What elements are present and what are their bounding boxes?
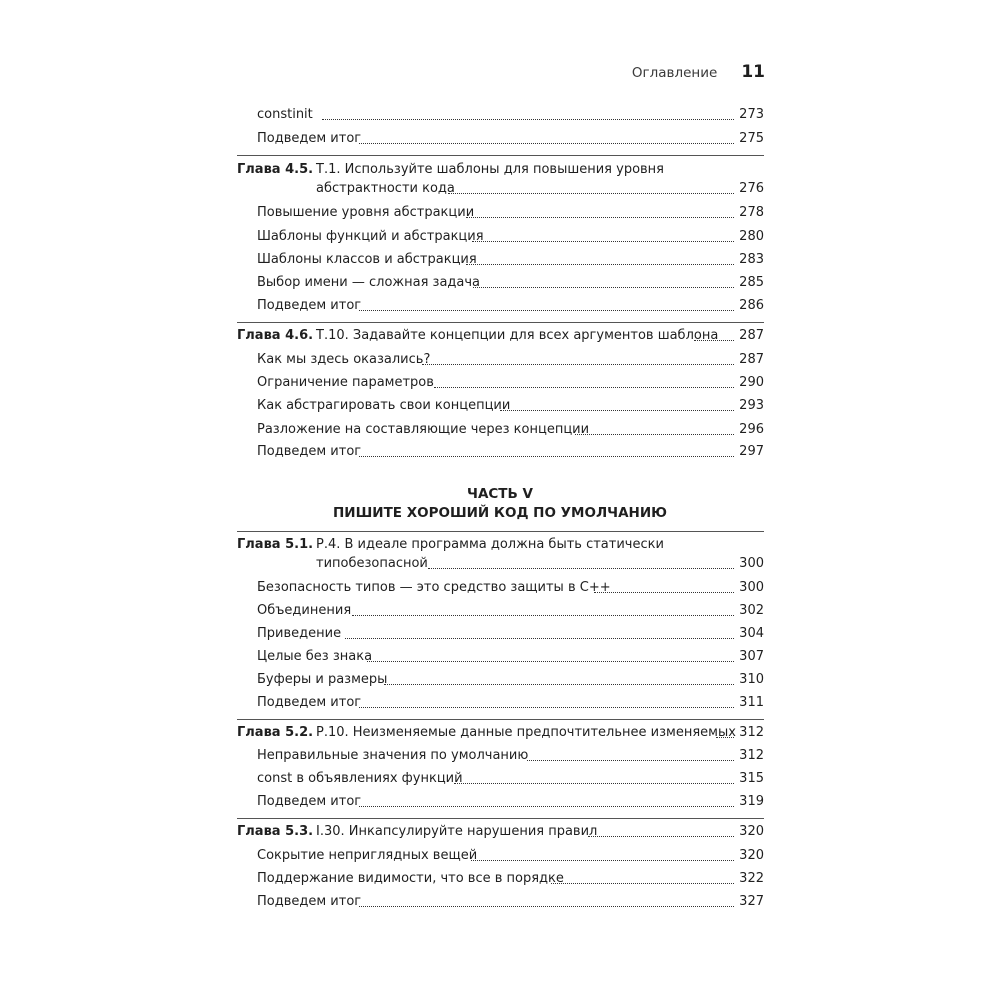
toc-entry-title: Повышение уровня абстракции bbox=[257, 205, 475, 220]
toc-entry bbox=[0, 646, 1000, 668]
chapter-label: Глава 5.1. bbox=[237, 537, 314, 552]
chapter-heading bbox=[0, 821, 1000, 843]
toc-entry-title: Буферы и размеры bbox=[257, 672, 388, 687]
toc-entry-page: 319 bbox=[739, 794, 764, 809]
dot-leader bbox=[694, 325, 734, 347]
section-divider bbox=[237, 322, 764, 323]
chapter-title: Р.10. Неизменяемые данные предпочтительнее изменяемых bbox=[316, 725, 736, 740]
dot-leader bbox=[367, 646, 734, 668]
toc-entry bbox=[0, 295, 1000, 317]
toc-entry-title: Сокрытие неприглядных вещей bbox=[257, 848, 478, 863]
chapter-title: Т.10. Задавайте концепции для всех аргументов шаблона bbox=[316, 328, 719, 343]
header-page-number: 11 bbox=[741, 62, 765, 82]
toc-entry-title: Ограничение параметров bbox=[257, 375, 434, 390]
toc-entry bbox=[0, 891, 1000, 913]
dot-leader bbox=[551, 868, 734, 890]
toc-entry bbox=[0, 791, 1000, 813]
toc-entry bbox=[0, 372, 1000, 394]
dot-leader bbox=[472, 226, 734, 248]
toc-entry-title: Выбор имени — сложная задача bbox=[257, 275, 481, 290]
toc-entry bbox=[0, 745, 1000, 767]
toc-entry-page: 278 bbox=[739, 205, 764, 220]
chapter-title: I.30. Инкапсулируйте нарушения правил bbox=[316, 824, 598, 839]
toc-entry-page: 312 bbox=[739, 748, 764, 763]
section-divider bbox=[237, 719, 764, 720]
toc-entry bbox=[0, 441, 1000, 463]
dot-leader bbox=[716, 722, 734, 744]
header-section-title: Оглавление bbox=[631, 65, 718, 81]
toc-entry-title: Шаблоны классов и абстракция bbox=[257, 252, 477, 267]
dot-leader bbox=[359, 791, 734, 813]
dot-leader bbox=[359, 441, 734, 463]
toc-entry-page: 327 bbox=[739, 894, 764, 909]
toc-entry-title: Безопасность типов — это средство защиты в C++ bbox=[257, 580, 611, 595]
chapter-label: Глава 4.5. bbox=[237, 162, 314, 177]
toc-entry-page: 273 bbox=[739, 107, 764, 122]
toc-entry-title: Объединения bbox=[257, 603, 352, 618]
toc-entry-title: Как мы здесь оказались? bbox=[257, 352, 431, 367]
dot-leader bbox=[500, 395, 734, 417]
dot-leader bbox=[473, 272, 734, 294]
toc-entry-page: 322 bbox=[739, 871, 764, 886]
chapter-label: Глава 5.2. bbox=[237, 725, 314, 740]
chapter-page: 320 bbox=[739, 824, 764, 839]
chapter-heading bbox=[0, 722, 1000, 744]
toc-entry-title: Подведем итог bbox=[257, 695, 362, 710]
toc-entry-title: Как абстрагировать свои концепции bbox=[257, 398, 511, 413]
dot-leader bbox=[454, 768, 734, 790]
toc-entry-title: Разложение на составляющие через концепции bbox=[257, 422, 590, 437]
dot-leader bbox=[588, 821, 734, 843]
toc-entry-page: 283 bbox=[739, 252, 764, 267]
section-divider bbox=[237, 818, 764, 819]
dot-leader bbox=[322, 104, 734, 126]
toc-entry bbox=[0, 669, 1000, 691]
part-title: ПИШИТЕ ХОРОШИЙ КОД ПО УМОЛЧАНИЮ bbox=[333, 505, 667, 521]
toc-entry bbox=[0, 768, 1000, 790]
toc-entry bbox=[0, 202, 1000, 224]
chapter-page: 276 bbox=[739, 181, 764, 196]
toc-entry bbox=[0, 623, 1000, 645]
toc-entry-page: 320 bbox=[739, 848, 764, 863]
toc-entry bbox=[0, 395, 1000, 417]
chapter-label: Глава 4.6. bbox=[237, 328, 314, 343]
toc-entry-title: Подведем итог bbox=[257, 794, 362, 809]
dot-leader bbox=[422, 349, 734, 371]
toc-entry bbox=[0, 577, 1000, 599]
toc-entry-title: const в объявлениях функций bbox=[257, 771, 463, 786]
dot-leader bbox=[471, 845, 734, 867]
toc-entry-title: Подведем итог bbox=[257, 298, 362, 313]
toc-entry bbox=[0, 272, 1000, 294]
toc-entry-title: Приведение bbox=[257, 626, 342, 641]
toc-entry-page: 297 bbox=[739, 444, 764, 459]
chapter-heading bbox=[0, 325, 1000, 347]
section-divider bbox=[237, 531, 764, 532]
toc-entry-title: Неправильные значения по умолчанию bbox=[257, 748, 529, 763]
dot-leader bbox=[359, 295, 734, 317]
section-divider bbox=[237, 155, 764, 156]
toc-entry-page: 286 bbox=[739, 298, 764, 313]
toc-entry-title: Подведем итог bbox=[257, 131, 362, 146]
running-header bbox=[610, 62, 765, 88]
toc-entry bbox=[0, 868, 1000, 890]
dot-leader bbox=[352, 600, 734, 622]
chapter-heading-continued bbox=[0, 553, 1000, 575]
chapter-page: 300 bbox=[739, 556, 764, 571]
toc-entry-page: 304 bbox=[739, 626, 764, 641]
toc-entry-page: 287 bbox=[739, 352, 764, 367]
dot-leader bbox=[575, 419, 734, 441]
dot-leader bbox=[434, 372, 734, 394]
toc-entry-page: 307 bbox=[739, 649, 764, 664]
dot-leader bbox=[448, 178, 734, 200]
dot-leader bbox=[466, 249, 734, 271]
toc-entry bbox=[0, 226, 1000, 248]
toc-entry-page: 296 bbox=[739, 422, 764, 437]
toc-entry-page: 280 bbox=[739, 229, 764, 244]
chapter-title: Т.1. Используйте шаблоны для повышения уровня bbox=[316, 162, 665, 177]
toc-entry-title: Целые без знака bbox=[257, 649, 373, 664]
toc-entry-title: Шаблоны функций и абстракция bbox=[257, 229, 484, 244]
chapter-page: 312 bbox=[739, 725, 764, 740]
toc-entry bbox=[0, 104, 1000, 126]
toc-entry-title: Подведем итог bbox=[257, 894, 362, 909]
toc-entry bbox=[0, 692, 1000, 714]
chapter-label: Глава 5.3. bbox=[237, 824, 314, 839]
chapter-title: Р.4. В идеале программа должна быть статически bbox=[316, 537, 664, 552]
toc-entry-page: 290 bbox=[739, 375, 764, 390]
dot-leader bbox=[466, 202, 734, 224]
toc-entry bbox=[0, 249, 1000, 271]
chapter-page: 287 bbox=[739, 328, 764, 343]
toc-entry-page: 302 bbox=[739, 603, 764, 618]
toc-entry-title: Подведем итог bbox=[257, 444, 362, 459]
toc-entry-page: 311 bbox=[739, 695, 764, 710]
toc-entry bbox=[0, 128, 1000, 150]
dot-leader bbox=[428, 553, 734, 575]
toc-entry-page: 275 bbox=[739, 131, 764, 146]
chapter-title-line2: типобезопасной bbox=[316, 556, 428, 571]
dot-leader bbox=[384, 669, 734, 691]
part-label: ЧАСТЬ V bbox=[467, 486, 533, 502]
toc-entry-page: 315 bbox=[739, 771, 764, 786]
dot-leader bbox=[359, 891, 734, 913]
toc-entry bbox=[0, 349, 1000, 371]
toc-entry bbox=[0, 419, 1000, 441]
dot-leader bbox=[359, 128, 734, 150]
dot-leader bbox=[527, 745, 734, 767]
toc-entry-page: 285 bbox=[739, 275, 764, 290]
toc-entry-page: 293 bbox=[739, 398, 764, 413]
dot-leader bbox=[359, 692, 734, 714]
toc-entry-page: 300 bbox=[739, 580, 764, 595]
dot-leader bbox=[594, 577, 734, 599]
toc-entry bbox=[0, 600, 1000, 622]
chapter-heading-continued bbox=[0, 178, 1000, 200]
chapter-title-line2: абстрактности кода bbox=[316, 181, 455, 196]
toc-entry bbox=[0, 845, 1000, 867]
dot-leader bbox=[345, 623, 734, 645]
toc-entry-title: Поддержание видимости, что все в порядке bbox=[257, 871, 564, 886]
toc-entry-title: constinit bbox=[257, 107, 313, 122]
toc-entry-page: 310 bbox=[739, 672, 764, 687]
